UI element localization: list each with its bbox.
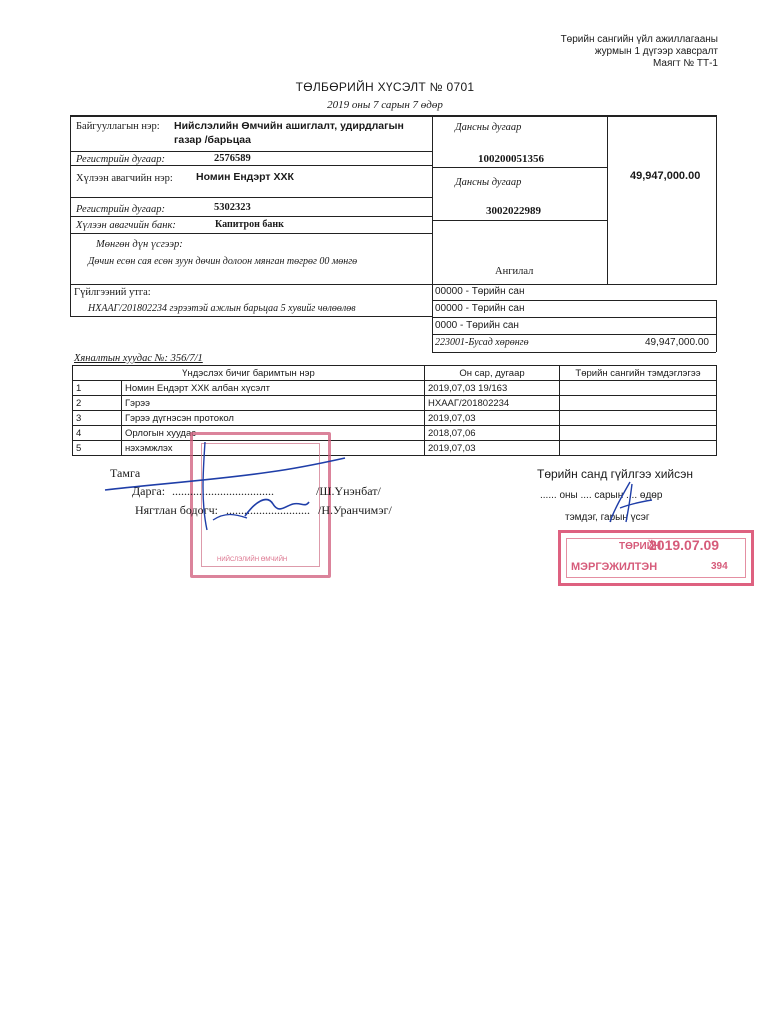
payer-reg-label: Регистрийн дугаар: [76,154,166,165]
document-name: Гэрээ дүгнэсэн протокол [122,411,425,426]
amount-words-label: Мөнгөн дүн үсгээр: [96,239,183,250]
classification-label: Ангилал [495,266,534,277]
handwritten-signatures [95,432,355,537]
director-name: /Ш.Үнэнбат/ [316,484,381,498]
payer-account-label: Дансны дугаар [455,122,522,133]
seal-label: Тамга [110,466,141,480]
document-no: 1 [73,381,122,396]
classification-row: 00000 - Төрийн сан [435,286,525,297]
payer-account-value: 100200051356 [478,153,544,165]
documents-header-row [73,366,717,381]
document-no: 5 [73,441,122,456]
document-ref: 2019,07,03 [425,411,560,426]
documents-header-name: Үндэслэх бичиг баримтын нэр [73,366,425,381]
form-reference-line: журмын 1 дүгээр хавсралт [594,46,718,57]
director-label: Дарга: [132,484,166,498]
payer-reg-value: 2576589 [214,153,251,164]
payee-account-value: 3002022989 [486,205,541,217]
treasury-signature [600,478,660,526]
treasury-processed-title: Төрийн санд гүйлгээ хийсэн [537,467,694,481]
payer-org-label: Байгууллагын нэр: [76,121,160,132]
document-title: ТӨЛБӨРИЙН ХҮСЭЛТ № 0701 [295,80,475,94]
form-reference-line: Маягт № ТТ-1 [652,58,718,69]
document-ref: НХААГ/201802234 [425,396,560,411]
document-name: Номин Ендэрт ХХК албан хүсэлт [122,381,425,396]
document-date: 2019 оны 7 сарын 7 өдөр [327,99,443,111]
classification-amount: 49,947,000.00 [645,337,709,348]
treasury-stamp-date: 2019.07.09 [649,537,720,553]
total-amount: 49,947,000.00 [630,170,701,182]
classification-other-assets: 223001-Бусад хөрөнгө [435,337,529,348]
accountant-name: /Н.Уранчимэг/ [318,503,392,517]
document-treasury-note [560,426,717,441]
treasury-stamp [558,530,754,586]
purpose-value: НХААГ/201802234 гэрээтэй ажлын барьцаа 5 хувийг чөлөөлөв [88,303,356,314]
document-name: нэхэмжлэх [122,441,425,456]
document-ref: 2018,07,06 [425,426,560,441]
treasury-stamp-role: МЭРГЭЖИЛТЭН [571,561,658,573]
payer-org-name: Нийслэлийн Өмчийн ашиглалт, удирдлагын [174,120,404,132]
payer-org-name-cont: газар /барьцаа [174,134,251,146]
purpose-label: Гүйлгээний утга: [74,287,151,298]
table-row [73,381,717,396]
payee-name-label: Хүлээн авагчийн нэр: [76,173,173,184]
form-reference [561,34,718,70]
treasury-stamp-number: 394 [711,561,728,572]
document-treasury-note [560,411,717,426]
table-row [73,411,717,426]
document-ref: 2019,07,03 19/163 [425,381,560,396]
document-name: Гэрээ [122,396,425,411]
document-no: 2 [73,396,122,411]
document-treasury-note [560,441,717,456]
payee-account-label: Дансны дугаар [455,177,522,188]
accountant-signature-line: ............................ [226,503,310,517]
payee-bank-label: Хүлээн авагчийн банк: [76,220,176,231]
document-treasury-note [560,396,717,411]
document-name: Орлогын хуудас [122,426,425,441]
payee-bank-value: Капитрон банк [215,219,284,230]
document-ref: 2019,07,03 [425,441,560,456]
treasury-stamp-signature-label: тэмдэг, гарын үсэг [565,512,650,523]
table-row [73,396,717,411]
treasury-stamp-title: ТӨРИЙН [619,541,662,552]
accountant-label: Нягтлан бодогч: [135,503,218,517]
documents-header-treasury: Төрийн сангийн тэмдэглэгээ [560,366,717,381]
treasury-processed-date: ...... оны .... сарын .... өдөр [540,490,663,501]
control-page-number: Хяналтын хуудас №: 356/7/1 [74,353,203,364]
document-treasury-note [560,381,717,396]
seal-text: НИЙСЛЭЛИЙН ӨМЧИЙН [217,557,288,563]
payee-reg-value: 5302323 [214,202,251,213]
payee-name-value: Номин Ендэрт ХХК [196,171,294,183]
document-no: 3 [73,411,122,426]
form-reference-line: Төрийн сангийн үйл ажиллагааны [560,34,718,45]
classification-row: 0000 - Төрийн сан [435,320,519,331]
classification-row: 00000 - Төрийн сан [435,303,525,314]
amount-words-value: Дөчин есөн сая есөн зуун дөчин долоон мянган төгрөг 00 мөнгө [88,256,358,267]
payee-reg-label: Регистрийн дугаар: [76,204,166,215]
director-signature-line: .................................. [172,484,274,498]
document-no: 4 [73,426,122,441]
documents-header-ref: Он сар, дугаар [425,366,560,381]
